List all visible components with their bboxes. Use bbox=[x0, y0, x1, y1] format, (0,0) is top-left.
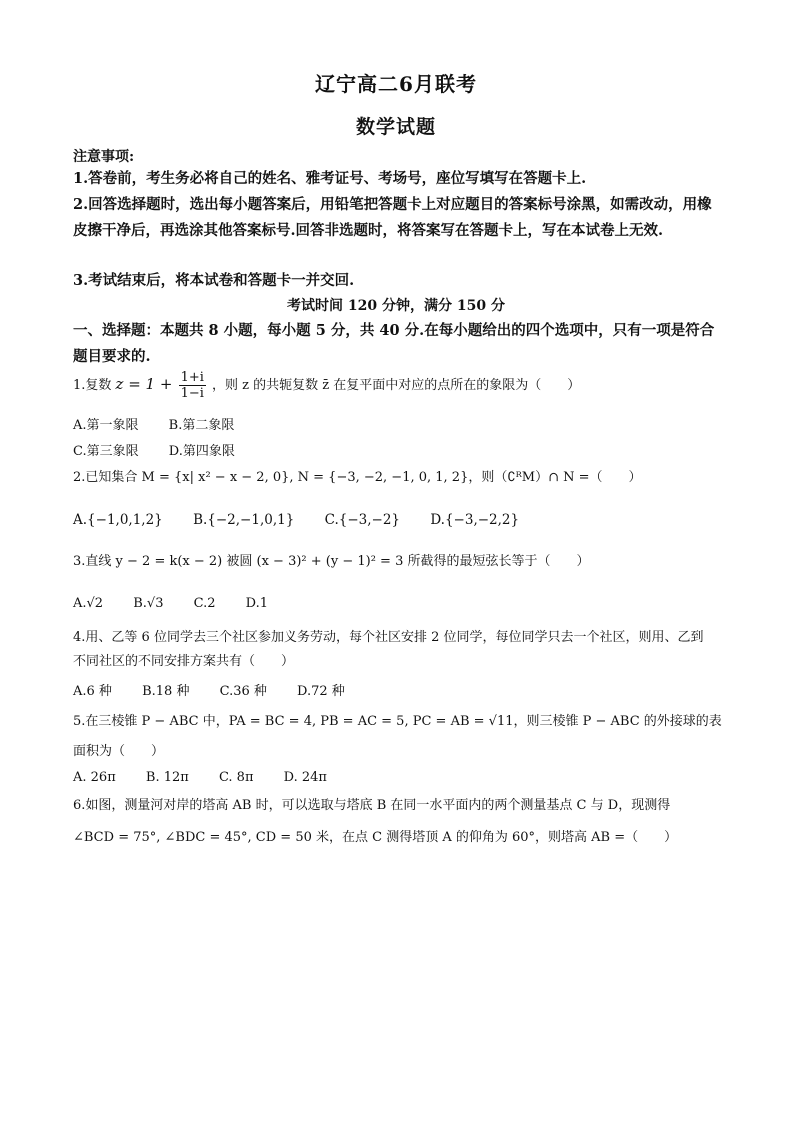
question-3: 3.直线 y − 2 = k(x − 2) 被圆 (x − 3)² + (y − 1)² = 3 所截得的最短弦长等于（ ） bbox=[73, 554, 590, 569]
q1-fraction bbox=[179, 370, 206, 401]
q1-prefix: 1.复数 bbox=[73, 378, 112, 393]
q5-option-a: A. 26π bbox=[73, 770, 116, 785]
q1-option-a: A.第一象限 bbox=[73, 418, 139, 433]
q3-option-c: C.2 bbox=[193, 596, 216, 611]
q3-options bbox=[73, 596, 294, 611]
question-6-line-2: ∠BCD = 75°, ∠BDC = 45°, CD = 50 米，在点 C 测得塔顶 A 的仰角为 60°，则塔高 AB =（ ） bbox=[73, 830, 678, 845]
q1-suffix: ，则 z 的共轭复数 z̄ 在复平面中对应的点所在的象限为（ ） bbox=[212, 378, 581, 393]
q4-option-a: A.6 种 bbox=[73, 684, 112, 699]
question-4-line-1: 4.用、乙等 6 位同学去三个社区参加义务劳动，每个社区安排 2 位同学，每位同学只去一个社区，则用、乙到 bbox=[73, 630, 704, 645]
question-2: 2.已知集合 M = {x| x² − x − 2, 0}, N = {−3, −2, −1, 0, 1, 2}，则（∁ᴿM）∩ N =（ ） bbox=[73, 470, 642, 485]
q5-option-d: D. 24π bbox=[283, 770, 327, 785]
exam-title: 辽宁高二6月联考 bbox=[315, 72, 477, 96]
section-heading-choice: 一、选择题：本题共 8 小题，每小题 5 分，共 40 分.在每小题给出的四个选项中，只有一项是符合题目要求的. bbox=[73, 322, 715, 365]
exam-time-info: 考试时间 120 分钟，满分 150 分 bbox=[287, 298, 505, 314]
q5-option-b: B. 12π bbox=[145, 770, 189, 785]
q1-options-row-1 bbox=[73, 414, 260, 433]
q1-option-d: D.第四象限 bbox=[168, 444, 235, 459]
q2-option-b: B.{−2,−1,0,1} bbox=[193, 512, 295, 528]
question-6-line-1: 6.如图，测量河对岸的塔高 AB 时，可以选取与塔底 B 在同一水平面内的两个测量基点 C 与 D，现测得 bbox=[73, 798, 671, 813]
question-5-line-1: 5.在三棱锥 P − ABC 中，PA = BC = 4, PB = AC = 5, PC = AB = √11，则三棱锥 P − ABC 的外接球的表 bbox=[73, 714, 722, 729]
q5-option-c: C. 8π bbox=[218, 770, 254, 785]
exam-subtitle: 数学试题 bbox=[355, 116, 436, 138]
question-4-line-2: 不同社区的不同安排方案共有（ ） bbox=[73, 654, 295, 669]
note-item-3: 3.考试结束后，将本试卷和答题卡一并交回. bbox=[73, 272, 355, 289]
q2-options bbox=[73, 512, 545, 528]
q5-options bbox=[73, 770, 353, 785]
note-item-1: 1.答卷前，考生务必将自己的姓名、雅考证号、考场号，座位写填写在答题卡上. bbox=[73, 170, 587, 187]
q4-option-b: B.18 种 bbox=[142, 684, 190, 699]
q3-option-d: D.1 bbox=[245, 596, 269, 611]
q1-frac-den: 1−i bbox=[180, 386, 204, 401]
q1-options-row-2 bbox=[73, 440, 261, 459]
q1-expr: z = 1 + bbox=[115, 375, 173, 393]
q3-option-b: B.√3 bbox=[133, 596, 164, 611]
question-5-line-2: 面积为（ ） bbox=[73, 744, 165, 759]
note-item-2: 2.回答选择题时，选出每小题答案后，用铅笔把答题卡上对应题目的答案标号涂黑，如需改动，用橡皮擦干净后，再选涂其他答案标号.回答非选题时，将答案写在答题卡上，写在本试卷上无效. bbox=[73, 196, 712, 239]
notes-heading: 注意事项: bbox=[73, 149, 135, 165]
q2-option-d: D.{−3,−2,2} bbox=[430, 512, 520, 528]
q3-option-a: A.√2 bbox=[73, 596, 104, 611]
q4-options bbox=[73, 680, 371, 699]
q1-option-b: B.第二象限 bbox=[168, 418, 235, 433]
question-1 bbox=[73, 370, 725, 401]
q2-option-c: C.{−3,−2} bbox=[324, 512, 401, 528]
q2-option-a: A.{−1,0,1,2} bbox=[73, 512, 163, 528]
q4-option-d: D.72 种 bbox=[297, 684, 345, 699]
q4-option-c: C.36 种 bbox=[219, 684, 267, 699]
q1-frac-num: 1+i bbox=[180, 370, 204, 385]
q1-option-c: C.第三象限 bbox=[73, 444, 139, 459]
